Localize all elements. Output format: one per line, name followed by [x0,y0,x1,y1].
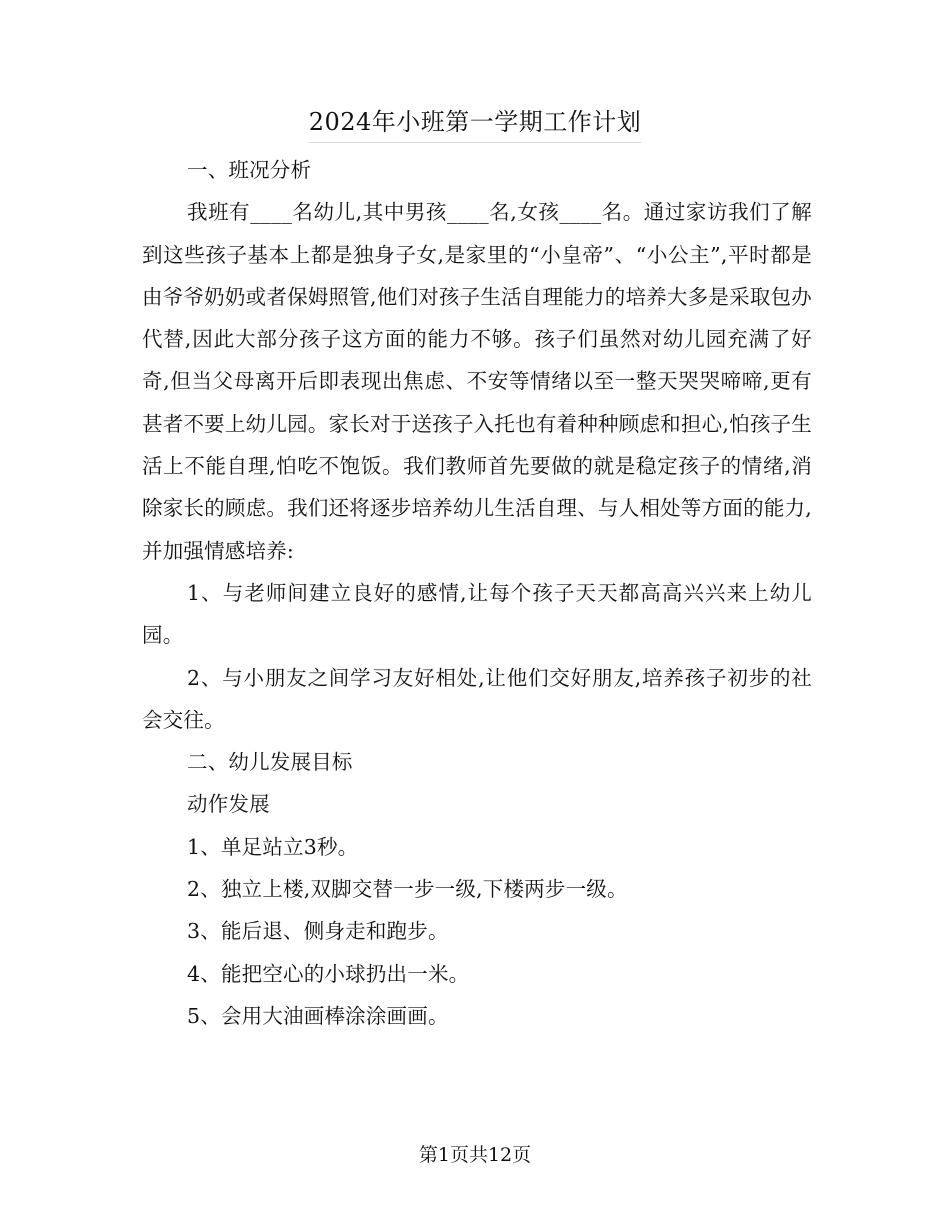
list-item: 3、能后退、侧身走和跑步。 [187,919,449,944]
section-heading-class-analysis: 一、班况分析 [187,158,312,182]
document-title: 2024年小班第一学期工作计划 [308,108,642,136]
section-heading-development-goals: 二、幼儿发展目标 [187,750,353,775]
list-item: 1、与老师间建立良好的感情,让每个孩子天天都高高兴兴来上幼儿园。 [142,580,812,648]
document-body [142,149,812,1037]
list-item: 1、单足站立3秒。 [187,834,359,859]
paragraph-class-overview: 我班有____名幼儿,其中男孩____名,女孩____名。通过家访我们了解到这些孩子基本上都是独身子女,是家里的“小皇帝”、“小公主”,平时都是由爷爷奶奶或者保姆照管,他们对孩子生活自理能力的培养大多是采取包办代替,因此大部分孩子这方面的能力不够。孩子们虽然对幼儿园充满了好奇,但当父母离开后即表现出焦虑、不安等情绪以至一整天哭哭啼啼,更有甚者不要上幼儿园。家长对于送孩子入托也有着种种顾虑和担心,怕孩子生活上不能自理,怕吃不饱饭。我们教师首先要做的就是稳定孩子的情绪,消除家长的顾虑。我们还将逐步培养幼儿生活自理、与人相处等方面的能力,并加强情感培养: [142,200,812,563]
subsection-heading-motor: 动作发展 [187,792,270,817]
title-underline [309,142,641,143]
page-number-footer: 第1页共12页 [418,1144,532,1166]
list-item: 5、会用大油画棒涂涂画画。 [187,1003,449,1028]
list-item: 4、能把空心的小球扔出一米。 [187,961,470,986]
list-item: 2、独立上楼,双脚交替一步一级,下楼两步一级。 [187,877,628,902]
list-item: 2、与小朋友之间学习友好相处,让他们交好朋友,培养孩子初步的社会交往。 [142,665,812,732]
